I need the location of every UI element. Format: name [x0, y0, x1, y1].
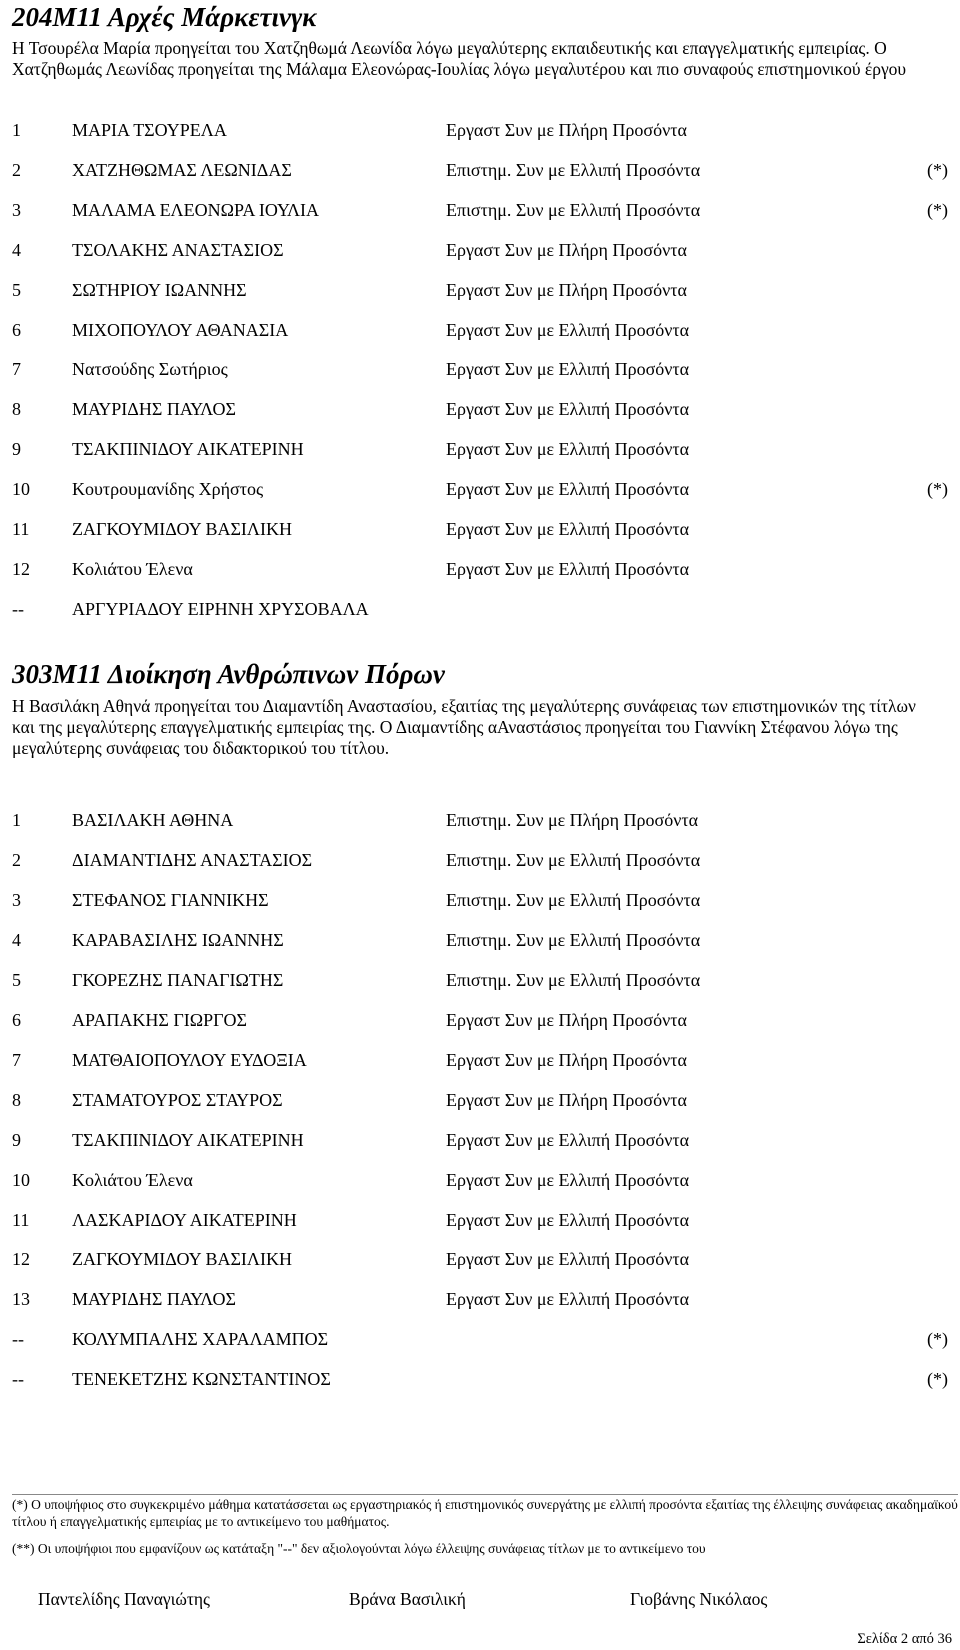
rank-number: 7: [12, 359, 21, 380]
candidate-category: Εργαστ Συν με Πλήρη Προσόντα: [446, 239, 687, 260]
table-row: [12, 118, 948, 142]
rank-number: --: [12, 598, 24, 619]
candidate-category: Εργαστ Συν με Ελλιπή Προσόντα: [446, 359, 690, 380]
candidate-category: Εργαστ Συν με Ελλιπή Προσόντα: [446, 1169, 690, 1190]
footnote-marker: (*): [927, 1329, 948, 1350]
candidate-name: ΤΣΑΚΠΙΝΙΔΟΥ ΑΙΚΑΤΕΡΙΝΗ: [72, 1129, 304, 1150]
rank-number: 9: [12, 439, 21, 460]
table-row: [12, 808, 948, 832]
table-row: [12, 1367, 948, 1391]
rank-number: 2: [12, 849, 21, 870]
candidate-category: Εργαστ Συν με Ελλιπή Προσόντα: [446, 439, 690, 460]
candidate-name: ΜΑΛΑΜΑ ΕΛΕΟΝΩΡΑ ΙΟΥΛΙΑ: [72, 199, 320, 220]
candidate-name: ΜΙΧΟΠΟΥΛΟΥ ΑΘΑΝΑΣΙΑ: [72, 319, 289, 340]
candidate-category: Εργαστ Συν με Ελλιπή Προσόντα: [446, 1209, 690, 1230]
signature-name-2: Βράνα Βασιλική: [349, 1589, 466, 1609]
table-row: [12, 848, 948, 872]
table-row: [12, 1008, 948, 1032]
candidate-name: ΑΡΑΠΑΚΗΣ ΓΙΩΡΓΟΣ: [72, 1009, 248, 1030]
candidate-category: Επιστημ. Συν με Πλήρη Προσόντα: [446, 810, 699, 830]
candidate-category: Εργαστ Συν με Πλήρη Προσόντα: [446, 1049, 687, 1070]
candidate-name: ΤΣΑΚΠΙΝΙΔΟΥ ΑΙΚΑΤΕΡΙΝΗ: [72, 439, 304, 460]
candidate-category: Εργαστ Συν με Ελλιπή Προσόντα: [446, 1249, 690, 1270]
rank-number: 8: [12, 1089, 21, 1110]
rank-number: 3: [12, 889, 21, 910]
footnote-marker: (*): [927, 159, 948, 180]
signature-name-1: Παντελίδης Παναγιώτης: [38, 1589, 210, 1609]
rank-number: 6: [12, 1009, 21, 1030]
candidate-category: Εργαστ Συν με Πλήρη Προσόντα: [446, 1089, 687, 1110]
candidate-category: Εργαστ Συν με Ελλιπή Προσόντα: [446, 319, 690, 340]
rank-number: 10: [12, 1169, 30, 1190]
table-row: [12, 1287, 948, 1311]
candidate-name: ΚΟΛΥΜΠΑΛΗΣ ΧΑΡΑΛΑΜΠΟΣ: [72, 1329, 329, 1350]
candidate-name: Κολιάτου Έλενα: [72, 1169, 193, 1190]
candidate-name: ΣΤΕΦΑΝΟΣ ΓΙΑΝΝΙΚΗΣ: [72, 889, 269, 910]
table-row: [12, 1048, 948, 1072]
rank-number: 12: [12, 558, 30, 579]
table-row: [12, 1088, 948, 1112]
candidate-name: ΣΩΤΗΡΙΟΥ ΙΩΑΝΝΗΣ: [72, 279, 247, 300]
candidate-name: ΓΚΟΡΕΖΗΣ ΠΑΝΑΓΙΩΤΗΣ: [72, 969, 284, 990]
rank-number: 11: [12, 1209, 30, 1230]
candidate-category: Εργαστ Συν με Ελλιπή Προσόντα: [446, 1289, 690, 1310]
candidate-category: Επιστημ. Συν με Ελλιπή Προσόντα: [446, 969, 701, 990]
candidate-name: ΧΑΤΖΗΘΩΜΑΣ ΛΕΩΝΙΔΑΣ: [72, 159, 292, 180]
rank-number: --: [12, 1329, 24, 1350]
rank-number: 6: [12, 319, 21, 340]
candidate-category: Επιστημ. Συν με Ελλιπή Προσόντα: [446, 199, 701, 220]
candidate-name: ΖΑΓΚΟΥΜΙΔΟΥ ΒΑΣΙΛΙΚΗ: [72, 1249, 292, 1270]
rank-number: 9: [12, 1129, 21, 1150]
table-row: [12, 158, 948, 182]
candidate-category: Εργαστ Συν με Ελλιπή Προσόντα: [446, 1129, 690, 1150]
candidate-category: Εργαστ Συν με Ελλιπή Προσόντα: [446, 479, 690, 500]
table-row: [12, 1168, 948, 1192]
table-row: [12, 357, 948, 381]
candidate-name: Κουτρουμανίδης Χρήστος: [72, 479, 264, 500]
rank-number: --: [12, 1369, 24, 1390]
rank-number: 12: [12, 1249, 30, 1270]
rank-number: 13: [12, 1289, 30, 1310]
table-row: [12, 278, 948, 302]
candidate-category: Επιστημ. Συν με Ελλιπή Προσόντα: [446, 889, 701, 910]
candidate-name: ΒΑΣΙΛΑΚΗ ΑΘΗΝΑ: [72, 810, 234, 830]
candidate-category: Εργαστ Συν με Πλήρη Προσόντα: [446, 120, 687, 140]
candidate-category: Εργαστ Συν με Ελλιπή Προσόντα: [446, 399, 690, 420]
footnote-marker: (*): [927, 199, 948, 220]
candidate-category: Εργαστ Συν με Ελλιπή Προσόντα: [446, 519, 690, 539]
table-row: [12, 557, 948, 581]
rank-number: 5: [12, 279, 21, 300]
table-row: [12, 968, 948, 992]
candidate-name: ΛΑΣΚΑΡΙΔΟΥ ΑΙΚΑΤΕΡΙΝΗ: [72, 1209, 297, 1230]
table-row: [12, 517, 948, 541]
rank-number: 7: [12, 1049, 21, 1070]
section-1-intro: Η Τσουρέλα Μαρία προηγείται του Χατζηθωμά Λεωνίδα λόγω μεγαλύτερης εκπαιδευτικής και επαγγελματικής εμπειρίας. Ο Χατζηθωμάς Λεωνίδας προηγείται της Μάλαμα Ελεονώρας-Ιουλίας λόγω μεγαλυτέρου και πιο συναφούς επιστημονικού έργου: [12, 38, 907, 79]
page-number: Σελίδα 2 από 36: [857, 1631, 952, 1647]
rank-number: 4: [12, 929, 21, 950]
candidate-name: ΔΙΑΜΑΝΤΙΔΗΣ ΑΝΑΣΤΑΣΙΟΣ: [72, 849, 313, 870]
rank-number: 4: [12, 239, 21, 260]
rank-number: 8: [12, 399, 21, 420]
table-row: [12, 198, 948, 222]
footnote-divider: [12, 1494, 958, 1495]
table-row: [12, 1128, 948, 1152]
table-row: [12, 477, 948, 501]
section-2-title: 303Μ11 Διοίκηση Ανθρώπινων Πόρων: [12, 659, 445, 689]
candidate-category: Εργαστ Συν με Πλήρη Προσόντα: [446, 279, 687, 300]
candidate-name: ΜΑΤΘΑΙΟΠΟΥΛΟΥ ΕΥΔΟΞΙΑ: [72, 1049, 307, 1070]
footnote-2: (**) Οι υποψήφιοι που εμφανίζουν ως κατάταξη "--" δεν αξιολογούνται λόγω έλλειψης συνάφειας τίτλων με το αντικείμενο του: [12, 1541, 706, 1556]
candidate-name: ΜΑΥΡΙΔΗΣ ΠΑΥΛΟΣ: [72, 399, 236, 420]
table-row: [12, 397, 948, 421]
candidate-category: Εργαστ Συν με Ελλιπή Προσόντα: [446, 558, 690, 579]
footnote-marker: (*): [927, 479, 948, 500]
candidate-category: Επιστημ. Συν με Ελλιπή Προσόντα: [446, 849, 701, 870]
candidate-name: ΤΕΝΕΚΕΤΖΗΣ ΚΩΝΣΤΑΝΤΙΝΟΣ: [72, 1369, 331, 1390]
table-row: [12, 1208, 948, 1232]
candidate-category: Επιστημ. Συν με Ελλιπή Προσόντα: [446, 159, 701, 180]
section-1-title: 204Μ11 Αρχές Μάρκετινγκ: [12, 2, 317, 32]
table-row: [12, 597, 948, 621]
candidate-name: ΖΑΓΚΟΥΜΙΔΟΥ ΒΑΣΙΛΙΚΗ: [72, 519, 292, 539]
rank-number: 3: [12, 199, 21, 220]
candidate-name: ΜΑΡΙΑ ΤΣΟΥΡΕΛΑ: [72, 120, 227, 140]
footnote-marker: (*): [927, 1369, 948, 1390]
candidate-name: ΣΤΑΜΑΤΟΥΡΟΣ ΣΤΑΥΡΟΣ: [72, 1089, 283, 1110]
signature-name-3: Γιοβάνης Νικόλαος: [630, 1589, 768, 1609]
candidate-name: ΤΣΟΛΑΚΗΣ ΑΝΑΣΤΑΣΙΟΣ: [72, 239, 284, 260]
rank-number: 10: [12, 479, 30, 500]
table-row: [12, 238, 948, 262]
candidate-name: Νατσούδης Σωτήριος: [72, 359, 228, 380]
table-row: [12, 1247, 948, 1271]
candidate-category: Εργαστ Συν με Πλήρη Προσόντα: [446, 1009, 687, 1030]
rank-number: 11: [12, 519, 30, 539]
table-row: [12, 928, 948, 952]
section-2-intro: Η Βασιλάκη Αθηνά προηγείται του Διαμαντίδη Αναστασίου, εξαιτίας της μεγαλύτερης συνάφειας των επιστημονικών της τίτλων και της μεγαλύτερης επαγγελματικής εμπειρίας της. Ο Διαμαντίδης αΑναστάσιος προηγείται του Γιαννίκη Στέφανου λόγω της μεγαλύτερης συνάφειας του διδακτορικού του τίτλου.: [12, 696, 916, 758]
rank-number: 1: [12, 120, 21, 140]
table-row: [12, 437, 948, 461]
candidate-category: Επιστημ. Συν με Ελλιπή Προσόντα: [446, 929, 701, 950]
rank-number: 1: [12, 810, 21, 830]
candidate-name: Κολιάτου Έλενα: [72, 558, 193, 579]
rank-number: 5: [12, 969, 21, 990]
candidate-name: ΑΡΓΥΡΙΑΔΟΥ ΕΙΡΗΝΗ ΧΡΥΣΟΒΑΛΑ: [72, 598, 369, 619]
candidate-name: ΜΑΥΡΙΔΗΣ ΠΑΥΛΟΣ: [72, 1289, 236, 1310]
table-row: [12, 888, 948, 912]
table-row: [12, 318, 948, 342]
rank-number: 2: [12, 159, 21, 180]
candidate-name: ΚΑΡΑΒΑΣΙΛΗΣ ΙΩΑΝΝΗΣ: [72, 929, 284, 950]
table-row: [12, 1327, 948, 1351]
footnote-1: (*) Ο υποψήφιος στο συγκεκριμένο μάθημα κατατάσσεται ως εργαστηριακός ή επιστημονικός συνεργάτης με ελλιπή προσόντα εξαιτίας της έλλειψης συνάφειας ακαδημαϊκού τίτλου ή επαγγελματικής εμπειρίας με το αντικείμενο του μαθήματος.: [12, 1497, 958, 1529]
